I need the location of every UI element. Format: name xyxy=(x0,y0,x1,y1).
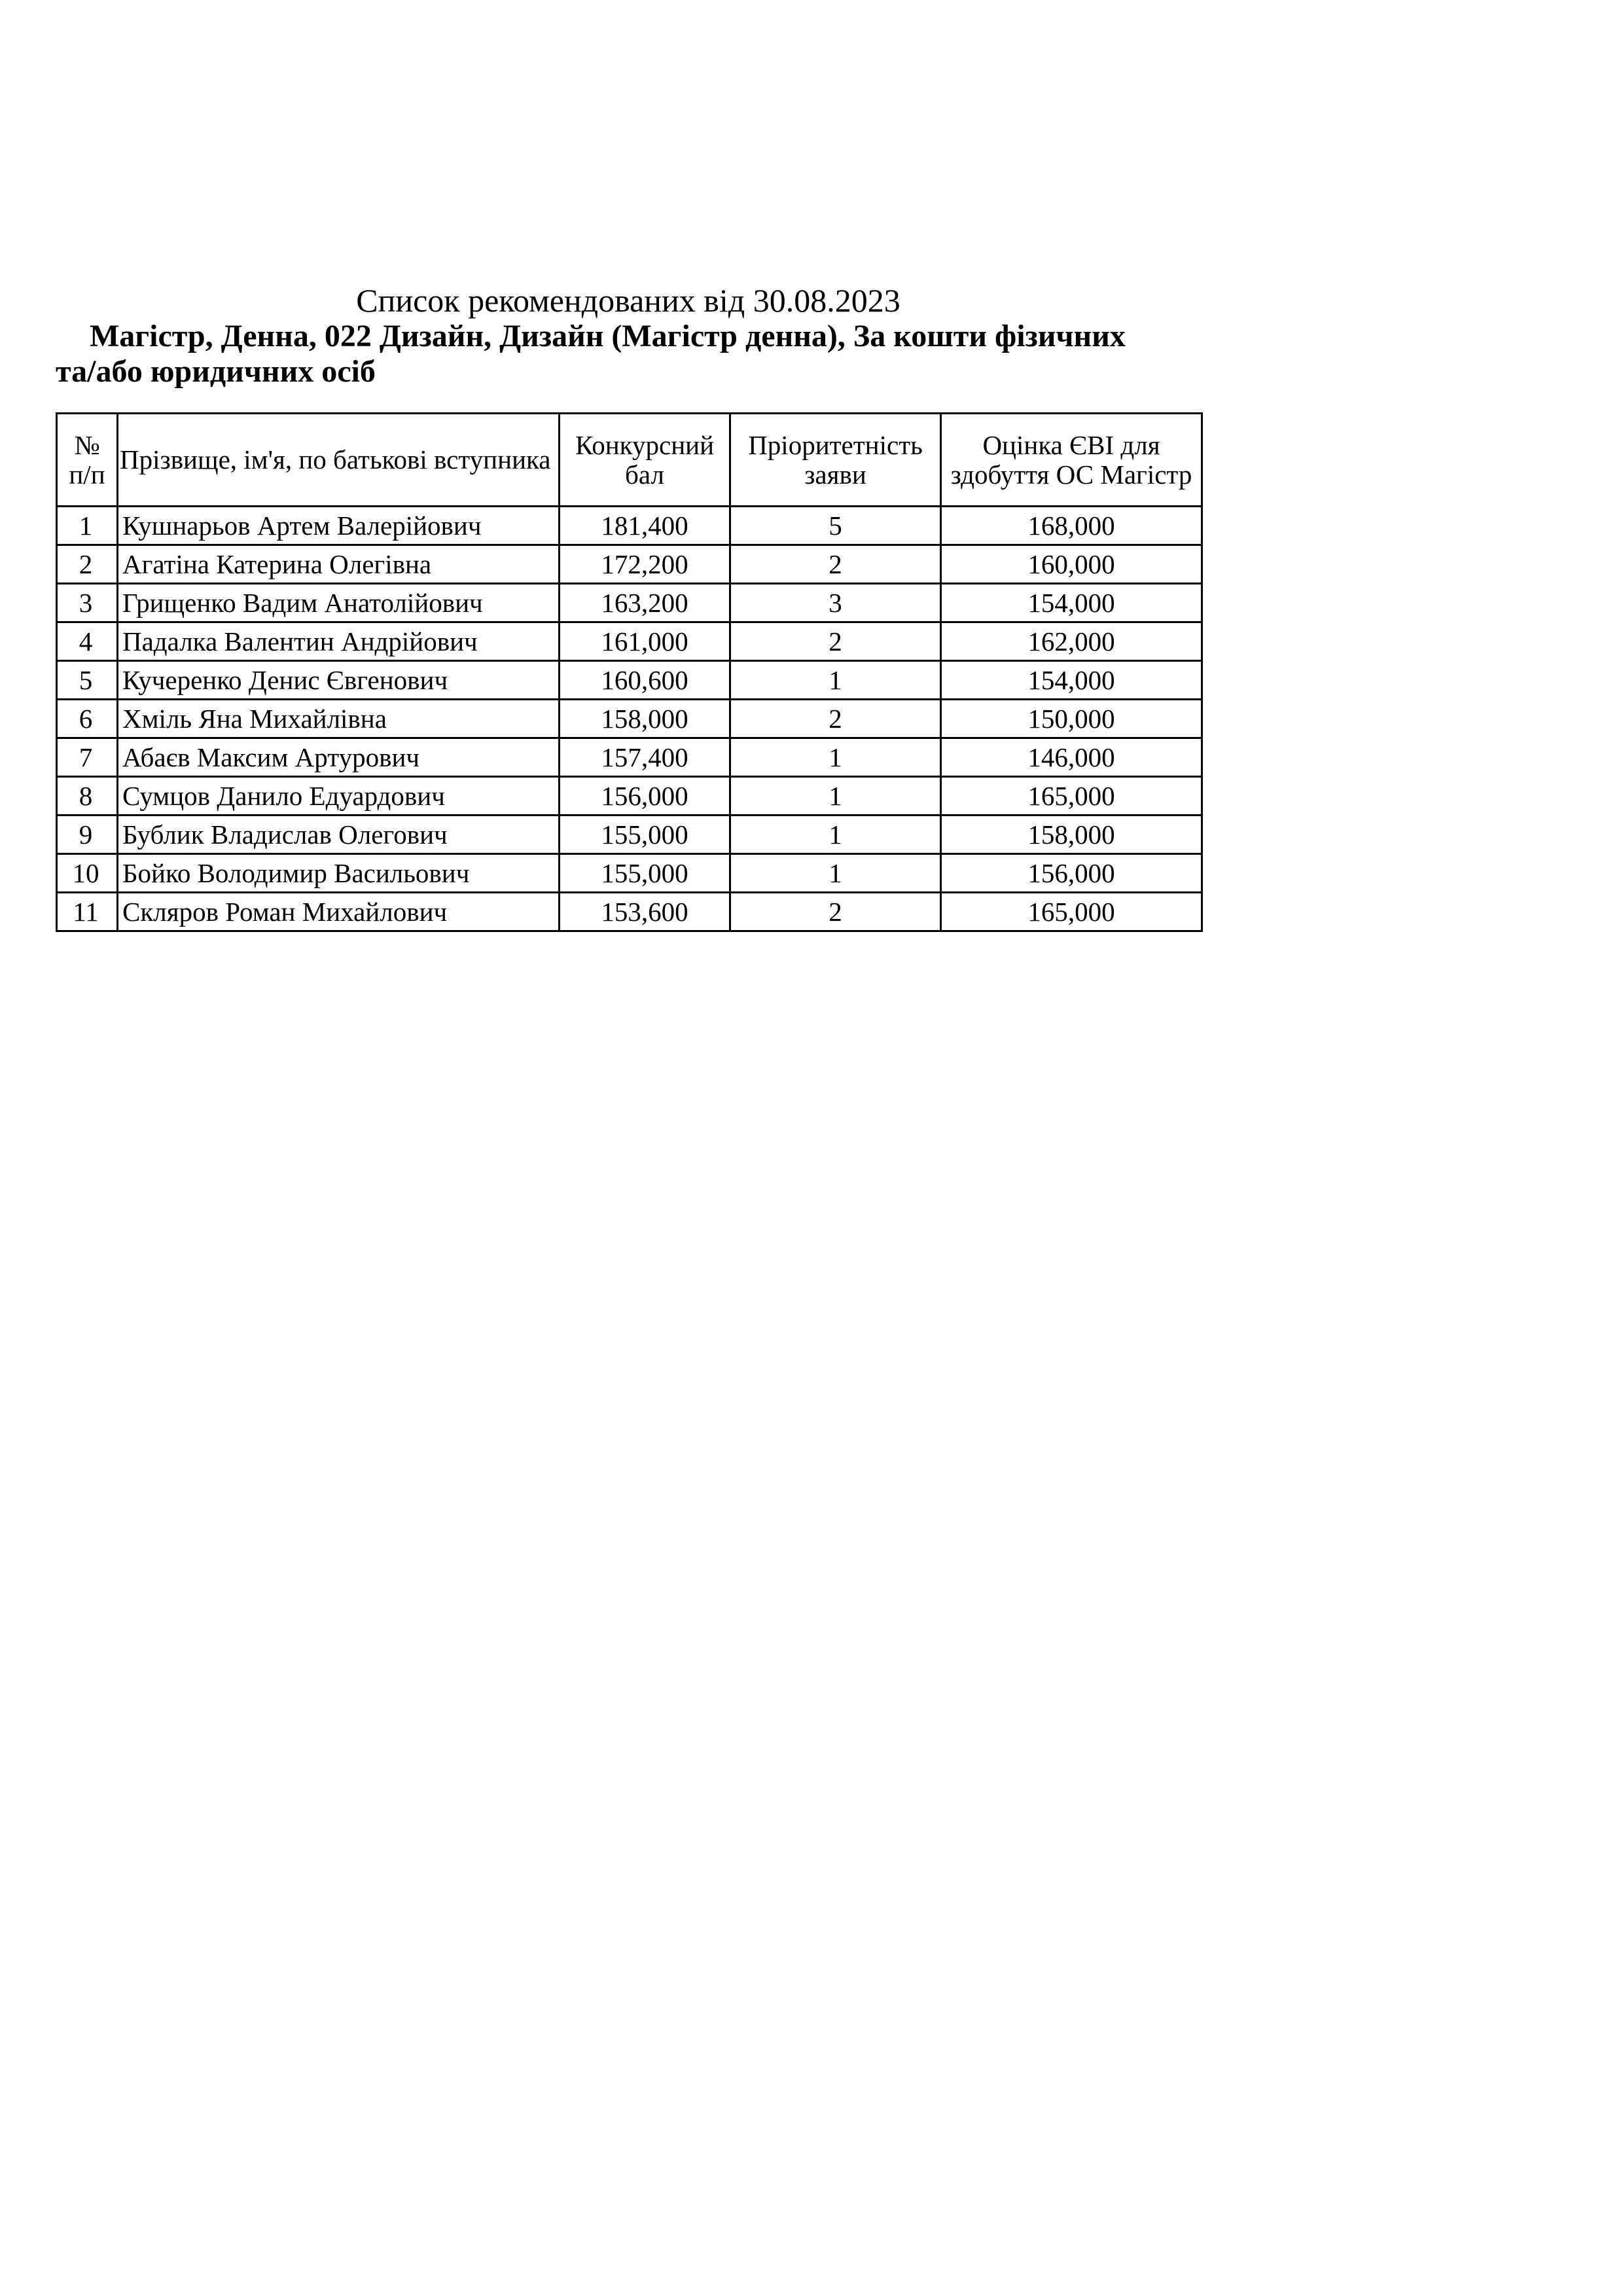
cell-full-name: Абаєв Максим Артурович xyxy=(118,738,560,777)
table-row xyxy=(57,584,1202,622)
cell-number: 1 xyxy=(57,507,118,545)
header-number xyxy=(57,414,118,507)
cell-competitive-score: 157,400 xyxy=(560,738,730,777)
cell-number: 10 xyxy=(57,854,118,893)
table-row xyxy=(57,507,1202,545)
header-evi-line1: Оцінка ЄВІ для xyxy=(982,429,1160,460)
cell-number: 7 xyxy=(57,738,118,777)
cell-number: 6 xyxy=(57,700,118,738)
cell-competitive-score: 158,000 xyxy=(560,700,730,738)
cell-evi-score: 158,000 xyxy=(941,816,1202,854)
cell-competitive-score: 172,200 xyxy=(560,545,730,584)
cell-priority: 1 xyxy=(730,854,941,893)
cell-evi-score: 165,000 xyxy=(941,777,1202,816)
cell-full-name: Агатіна Катерина Олегівна xyxy=(118,545,560,584)
header-application-priority xyxy=(730,414,941,507)
cell-priority: 1 xyxy=(730,661,941,700)
cell-evi-score: 162,000 xyxy=(941,622,1202,661)
cell-priority: 1 xyxy=(730,777,941,816)
cell-full-name: Бойко Володимир Васильович xyxy=(118,854,560,893)
cell-evi-score: 160,000 xyxy=(941,545,1202,584)
cell-priority: 2 xyxy=(730,622,941,661)
cell-number: 3 xyxy=(57,584,118,622)
cell-priority: 3 xyxy=(730,584,941,622)
table-row xyxy=(57,854,1202,893)
cell-priority: 2 xyxy=(730,545,941,584)
header-full-name: Прізвище, ім'я, по батькові вступника xyxy=(118,414,560,507)
cell-evi-score: 156,000 xyxy=(941,854,1202,893)
cell-full-name: Грищенко Вадим Анатолійович xyxy=(118,584,560,622)
cell-evi-score: 165,000 xyxy=(941,893,1202,931)
cell-priority: 5 xyxy=(730,507,941,545)
document-subtitle xyxy=(56,319,1207,389)
table-row xyxy=(57,622,1202,661)
cell-priority: 1 xyxy=(730,816,941,854)
table-row xyxy=(57,777,1202,816)
cell-competitive-score: 181,400 xyxy=(560,507,730,545)
cell-priority: 1 xyxy=(730,738,941,777)
cell-number: 2 xyxy=(57,545,118,584)
cell-evi-score: 150,000 xyxy=(941,700,1202,738)
cell-competitive-score: 161,000 xyxy=(560,622,730,661)
header-evi-score xyxy=(941,414,1202,507)
header-score-line1: Конкурсний xyxy=(575,429,715,460)
cell-priority: 2 xyxy=(730,700,941,738)
cell-evi-score: 146,000 xyxy=(941,738,1202,777)
cell-evi-score: 168,000 xyxy=(941,507,1202,545)
cell-competitive-score: 155,000 xyxy=(560,816,730,854)
subtitle-line-1: Магістр, Денна, 022 Дизайн, Дизайн (Магістр денна), За кошти фізичних xyxy=(90,319,1126,353)
cell-full-name: Падалка Валентин Андрійович xyxy=(118,622,560,661)
table-row xyxy=(57,545,1202,584)
header-priority-line2: заяви xyxy=(804,459,866,490)
table-row xyxy=(57,738,1202,777)
cell-number: 5 xyxy=(57,661,118,700)
table-body xyxy=(57,507,1202,931)
table-row xyxy=(57,700,1202,738)
cell-priority: 2 xyxy=(730,893,941,931)
cell-competitive-score: 153,600 xyxy=(560,893,730,931)
table-header-row xyxy=(57,414,1202,507)
cell-evi-score: 154,000 xyxy=(941,661,1202,700)
cell-full-name: Кучеренко Денис Євгенович xyxy=(118,661,560,700)
cell-competitive-score: 160,600 xyxy=(560,661,730,700)
cell-competitive-score: 156,000 xyxy=(560,777,730,816)
table-row xyxy=(57,661,1202,700)
header-priority-line1: Пріоритетність xyxy=(748,429,923,460)
cell-full-name: Скляров Роман Михайлович xyxy=(118,893,560,931)
cell-number: 4 xyxy=(57,622,118,661)
header-score-line2: бал xyxy=(625,459,664,490)
cell-full-name: Сумцов Данило Едуардович xyxy=(118,777,560,816)
cell-full-name: Хміль Яна Михайлівна xyxy=(118,700,560,738)
cell-evi-score: 154,000 xyxy=(941,584,1202,622)
cell-full-name: Бублик Владислав Олегович xyxy=(118,816,560,854)
cell-full-name: Кушнарьов Артем Валерійович xyxy=(118,507,560,545)
table-row xyxy=(57,816,1202,854)
cell-number: 11 xyxy=(57,893,118,931)
header-competitive-score xyxy=(560,414,730,507)
subtitle-line-2: та/або юридичних осіб xyxy=(56,354,376,389)
header-number-line2: п/п xyxy=(69,459,105,490)
header-evi-line2: здобуття ОС Магістр xyxy=(950,459,1192,490)
recommended-list-table xyxy=(56,412,1203,932)
cell-competitive-score: 155,000 xyxy=(560,854,730,893)
document-title: Список рекомендованих від 30.08.2023 xyxy=(356,282,901,319)
table-row xyxy=(57,893,1202,931)
header-number-line1: № xyxy=(74,429,100,460)
cell-number: 8 xyxy=(57,777,118,816)
cell-number: 9 xyxy=(57,816,118,854)
cell-competitive-score: 163,200 xyxy=(560,584,730,622)
